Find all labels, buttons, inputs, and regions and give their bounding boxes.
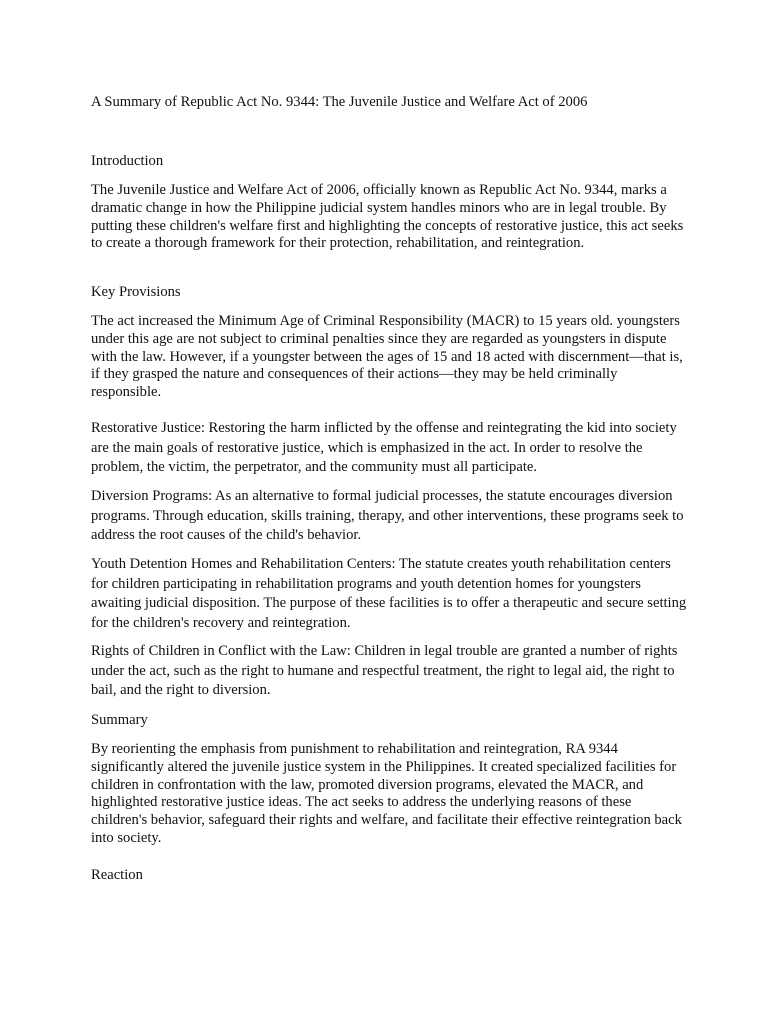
heading-introduction: Introduction [91,153,164,169]
paragraph-introduction: The Juvenile Justice and Welfare Act of 2006, officially known as Republic Act No. 9344, marks a dramatic change in how the Philippine judicial system handles minors who are in legal trouble. By putting these children's welfare first and highlighting the concepts of restorative justice, this act seeks to create a thorough framework for their protection, rehabilitation, and reintegration. [91,182,684,252]
paragraph-youth-detention: Youth Detention Homes and Rehabilitation Centers: The statute creates youth rehabilitation centers for children participating in rehabilitation programs and youth detention homes for youngsters awaiting judicial disposition. The purpose of these facilities is to offer a therapeutic and secure setting for the children's recovery and reintegration. [91,556,687,631]
paragraph-diversion-programs: Diversion Programs: As an alternative to formal judicial processes, the statute encourages diversion programs. Through education, skills training, therapy, and other interventions, these programs seek to address the root causes of the child's behavior. [91,488,684,543]
paragraph-restorative-justice: Restorative Justice: Restoring the harm inflicted by the offense and reintegrating the kid into society are the main goals of restorative justice, which is emphasized in the act. In order to resolve the problem, the victim, the perpetrator, and the community must all participate. [91,420,677,475]
paragraph-macr: The act increased the Minimum Age of Criminal Responsibility (MACR) to 15 years old. youngsters under this age are not subject to criminal penalties since they are regarded as youngsters in dispute with the law. However, if a youngster between the ages of 15 and 18 acted with discernment—that is, if they grasped the nature and consequences of their actions—they may be held criminally responsible. [91,313,683,401]
paragraph-summary: By reorienting the emphasis from punishment to rehabilitation and reintegration, RA 9344 significantly altered the juvenile justice system in the Philippines. It created specialized facilities for children in confrontation with the law, promoted diversion programs, elevated the MACR, and highlighted restorative justice ideas. The act seeks to address the underlying reasons of these children's behavior, safeguard their rights and welfare, and facilitate their effective reintegration back into society. [91,741,682,846]
paragraph-rights-of-children: Rights of Children in Conflict with the Law: Children in legal trouble are granted a number of rights under the act, such as the right to humane and respectful treatment, the right to legal aid, the right to bail, and the right to diversion. [91,643,678,698]
heading-summary: Summary [91,712,148,728]
heading-key-provisions: Key Provisions [91,284,181,300]
document-title: A Summary of Republic Act No. 9344: The Juvenile Justice and Welfare Act of 2006 [91,94,588,110]
heading-reaction: Reaction [91,867,143,883]
